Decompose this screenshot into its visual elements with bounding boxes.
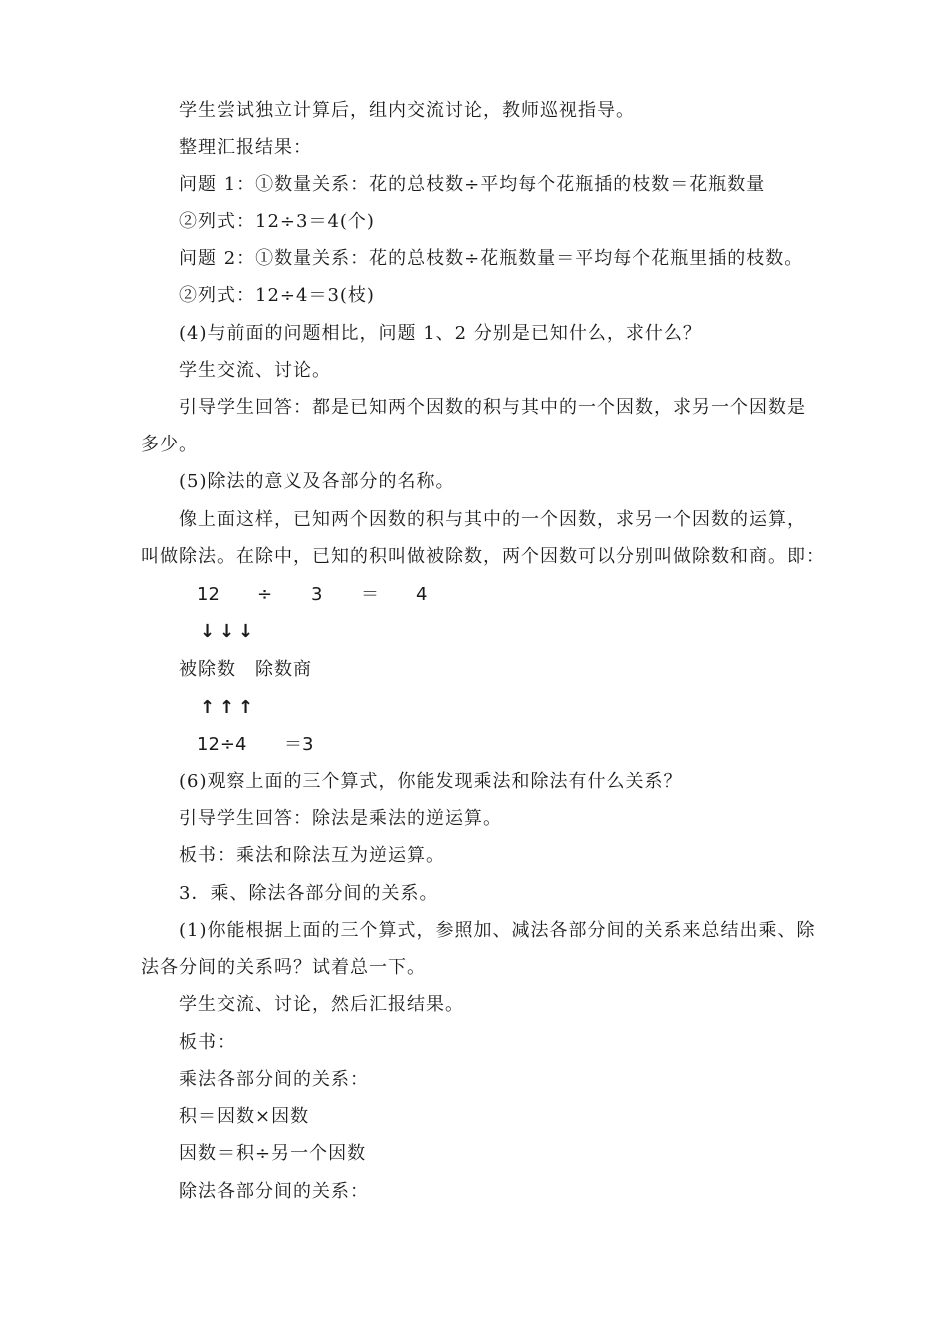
paragraph-line: 学生尝试独立计算后，组内交流讨论，教师巡视指导。 bbox=[179, 100, 635, 121]
equation-right: ＝3 bbox=[284, 734, 314, 755]
section-heading: 3．乘、除法各部分间的关系。 bbox=[179, 883, 439, 904]
formula-line: 因数＝积÷另一个因数 bbox=[179, 1143, 367, 1164]
up-arrow-icon: ↑ bbox=[219, 697, 236, 718]
paragraph-line: 学生交流、讨论。 bbox=[179, 360, 331, 381]
paragraph-line: (4)与前面的问题相比，问题 1、2 分别是已知什么，求什么？ bbox=[179, 323, 702, 344]
paragraph-line: 问题 1：①数量关系：花的总枝数÷平均每个花瓶插的枝数＝花瓶数量 bbox=[179, 174, 766, 195]
paragraph-line: 板书：乘法和除法互为逆运算。 bbox=[179, 845, 445, 866]
division-equation-2 bbox=[0, 733, 950, 757]
equation-left: 12÷4 bbox=[197, 734, 247, 755]
down-arrow-icon: ↓ bbox=[200, 621, 217, 642]
paragraph-line: 多少。 bbox=[141, 434, 198, 455]
up-arrow-icon: ↑ bbox=[238, 697, 255, 718]
paragraph-line: (5)除法的意义及各部分的名称。 bbox=[179, 471, 455, 492]
equals-sign: ＝ bbox=[361, 584, 379, 605]
paragraph-line: 乘法各部分间的关系： bbox=[179, 1069, 369, 1090]
paragraph-line: (6)观察上面的三个算式，你能发现乘法和除法有什么关系？ bbox=[179, 771, 683, 792]
paragraph-line: 除法各部分间的关系： bbox=[179, 1181, 369, 1202]
paragraph-line: ②列式：12÷4＝3(枝) bbox=[179, 285, 375, 306]
down-arrow-icon: ↓ bbox=[219, 621, 236, 642]
paragraph-line: 叫做除法。在除中，已知的积叫做被除数，两个因数可以分别叫做除数和商。即： bbox=[141, 546, 825, 567]
paragraph-line: 像上面这样，已知两个因数的积与其中的一个因数，求另一个因数的运算， bbox=[179, 509, 806, 530]
dividend-value: 12 bbox=[197, 584, 220, 605]
up-arrow-icon: ↑ bbox=[200, 697, 217, 718]
divisor-value: 3 bbox=[311, 584, 323, 605]
paragraph-line: 整理汇报结果： bbox=[179, 137, 312, 158]
quotient-value: 4 bbox=[416, 584, 428, 605]
paragraph-line: 问题 2：①数量关系：花的总枝数÷花瓶数量＝平均每个花瓶里插的枝数。 bbox=[179, 248, 804, 269]
down-arrow-icon: ↓ bbox=[238, 621, 255, 642]
paragraph-line: 引导学生回答：都是已知两个因数的积与其中的一个因数，求另一个因数是 bbox=[179, 397, 806, 418]
division-equation bbox=[0, 583, 950, 607]
part-names-line: 被除数 除数商 bbox=[179, 659, 312, 680]
formula-line: 积＝因数×因数 bbox=[179, 1106, 310, 1127]
paragraph-line: 学生交流、讨论，然后汇报结果。 bbox=[179, 994, 464, 1015]
paragraph-line: (1)你能根据上面的三个算式，参照加、减法各部分间的关系来总结出乘、除 bbox=[179, 920, 816, 941]
paragraph-line: 板书： bbox=[179, 1032, 236, 1053]
down-arrows bbox=[0, 620, 950, 644]
paragraph-line: 引导学生回答：除法是乘法的逆运算。 bbox=[179, 808, 502, 829]
paragraph-line: ②列式：12÷3＝4(个) bbox=[179, 211, 375, 232]
up-arrows bbox=[0, 696, 950, 720]
division-sign: ÷ bbox=[257, 584, 273, 605]
paragraph-line: 法各分间的关系吗？试着总一下。 bbox=[141, 957, 426, 978]
